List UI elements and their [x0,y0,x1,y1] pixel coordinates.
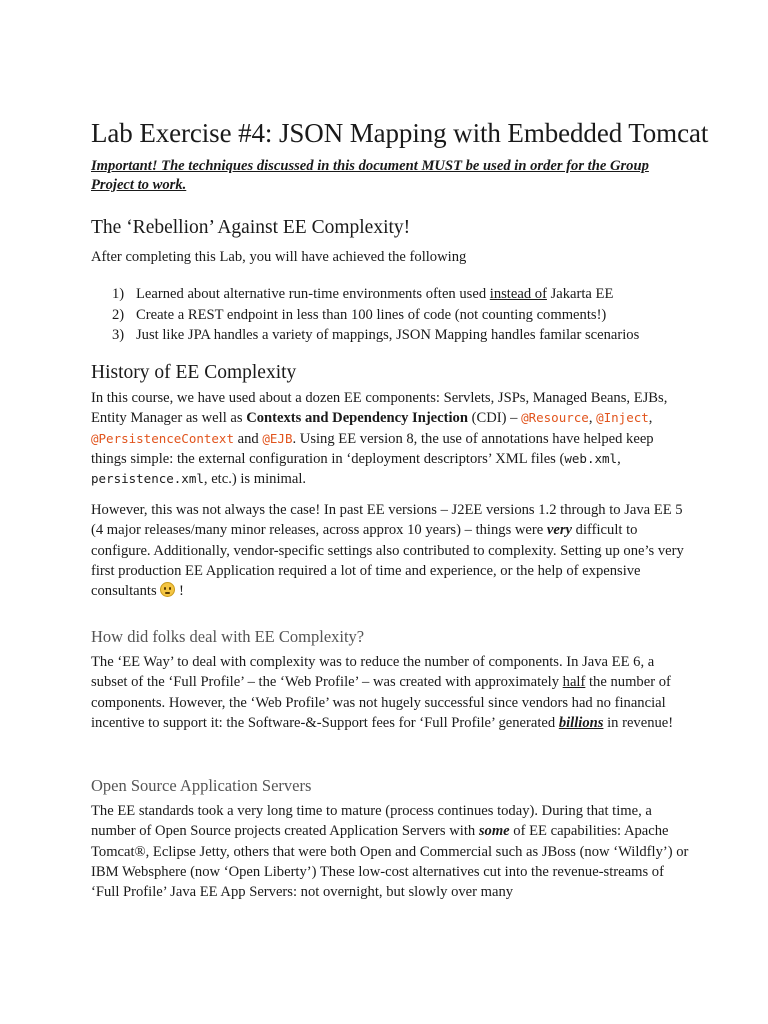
page-title: Lab Exercise #4: JSON Mapping with Embedded Tomcat [91,118,709,148]
open-source-paragraph: The EE standards took a very long time to mature (process continues today). During that time, a number of Open Source projects created Application Servers with some of EE capabilities: Apache Tomcat®, Eclipse Jetty, others that were both Open and Commercial such as JBoss (now ‘Wildfly’) or IBM Websphere (now ‘Open Liberty’) These low-cost alternatives cut into the revenue-streams of ‘Full Profile’ Java EE App Servers: not overnight, but slowly over many [91,803,689,901]
list-item: 1) Learned about alternative run-time environments often used instead of Jakarta EE [112,286,614,302]
heading-history: History of EE Complexity [91,362,297,383]
folks-paragraph: The ‘EE Way’ to deal with complexity was to reduce the number of components. In Java EE 6, a subset of the ‘Full Profile’ – the ‘Web Profile’ – was created with approximately half the number of components. However, the ‘Web Profile’ was not hugely successful since vendors had no financial incentive to support it: the Software-&-Support fees for ‘Full Profile’ generated billions in revenue! [91,654,674,731]
list-item: 2) Create a REST endpoint in less than 100 lines of code (not counting comments!) [112,306,607,323]
important-note: Important! The techniques discussed in this document MUST be used in order for the Group Project to work. [91,158,649,193]
heading-open-source: Open Source Application Servers [91,776,312,795]
list-item: 3) Just like JPA handles a variety of mappings, JSON Mapping handles familar scenarios [112,327,640,344]
history-paragraph-1: In this course, we have used about a dozen EE components: Servlets, JSPs, Managed Beans, EJBs, Entity Manager as well as Contexts and Dependency Injection (CDI) – @Resource, @Inject, @PersistenceContext and @EJB. Using EE version 8, the use of annotations have helped keep things simple: the external configuration in ‘deployment descriptors’ XML files (web.xml, persistence.xml, etc.) is minimal. [91,390,668,488]
objectives-list [91,284,691,346]
heading-folks: How did folks deal with EE Complexity? [91,627,365,646]
rebellion-intro: After completing this Lab, you will have achieved the following [91,249,467,265]
history-paragraph-2: However, this was not always the case! In past EE versions – J2EE versions 1.2 through to Java EE 5 (4 major releases/many minor releases, across approx 10 years) – things were very difficult to configure. Additionally, vendor-specific settings also contributed to complexity. Setting up one’s very first production EE Application required a lot of time and experience, or the help of expensive consultants ! [91,502,684,600]
smiling-face-icon [160,582,175,597]
heading-rebellion: The ‘Rebellion’ Against EE Complexity! [91,217,411,238]
